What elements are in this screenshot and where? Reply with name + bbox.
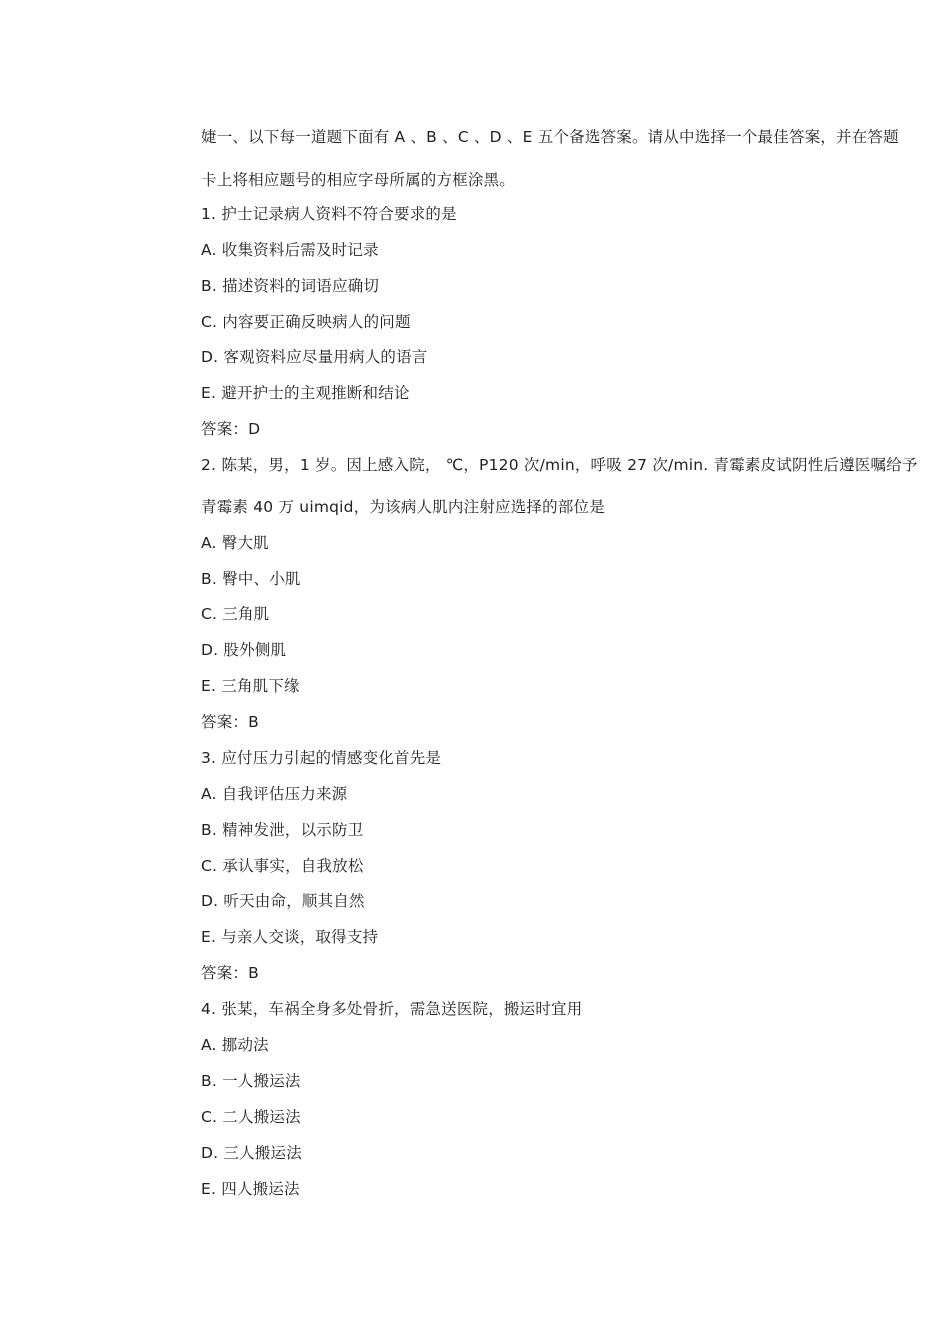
question-3-option-d: D. 听天由命，顺其自然 (201, 892, 365, 910)
question-2-option-d: D. 股外侧肌 (201, 641, 287, 659)
instructions-line-1: 婕一、以下每一道题下面有 A 、B 、C 、D 、E 五个备选答案。请从中选择一个最佳答案，并在答题 (201, 128, 899, 146)
question-1-option-b: B. 描述资料的词语应确切 (201, 277, 380, 295)
instructions-line-2: 卡上将相应题号的相应字母所属的方框涂黑。 (201, 171, 516, 189)
question-1-option-d: D. 客观资料应尽量用病人的语言 (201, 348, 428, 366)
question-4-option-c: C. 二人搬运法 (201, 1108, 301, 1126)
question-4-option-b: B. 一人搬运法 (201, 1072, 301, 1090)
question-2-stem-line-2: 青霉素 40 万 uimqid，为该病人肌内注射应选择的部位是 (201, 498, 605, 516)
question-4-option-a: A. 挪动法 (201, 1036, 269, 1054)
question-3-answer: 答案：B (201, 964, 259, 982)
question-1-option-a: A. 收集资料后需及时记录 (201, 241, 379, 259)
question-3-option-c: C. 承认事实，自我放松 (201, 857, 364, 875)
question-2-option-e: E. 三角肌下缘 (201, 677, 300, 695)
question-2-answer: 答案：B (201, 713, 259, 731)
question-1-answer: 答案：D (201, 420, 261, 438)
question-2-option-b: B. 臀中、小肌 (201, 570, 301, 588)
question-1-option-e: E. 避开护士的主观推断和结论 (201, 384, 410, 402)
question-3-stem: 3. 应付压力引起的情感变化首先是 (201, 749, 442, 767)
question-1-option-c: C. 内容要正确反映病人的问题 (201, 313, 411, 331)
question-1-stem: 1. 护士记录病人资料不符合要求的是 (201, 205, 457, 223)
question-2-option-c: C. 三角肌 (201, 605, 270, 623)
question-4-option-d: D. 三人搬运法 (201, 1144, 302, 1162)
question-4-option-e: E. 四人搬运法 (201, 1180, 300, 1198)
question-3-option-e: E. 与亲人交谈，取得支持 (201, 928, 379, 946)
question-2-stem-line-1: 2. 陈某，男，1 岁。因上感入院， ℃，P120 次/min，呼吸 27 次/min. 青霉素皮试阴性后遵医嘱给予 (201, 456, 918, 474)
question-2-option-a: A. 臀大肌 (201, 534, 269, 552)
question-3-option-a: A. 自我评估压力来源 (201, 785, 348, 803)
question-3-option-b: B. 精神发泄，以示防卫 (201, 821, 364, 839)
question-4-stem: 4. 张某，车祸全身多处骨折，需急送医院，搬运时宜用 (201, 1000, 583, 1018)
